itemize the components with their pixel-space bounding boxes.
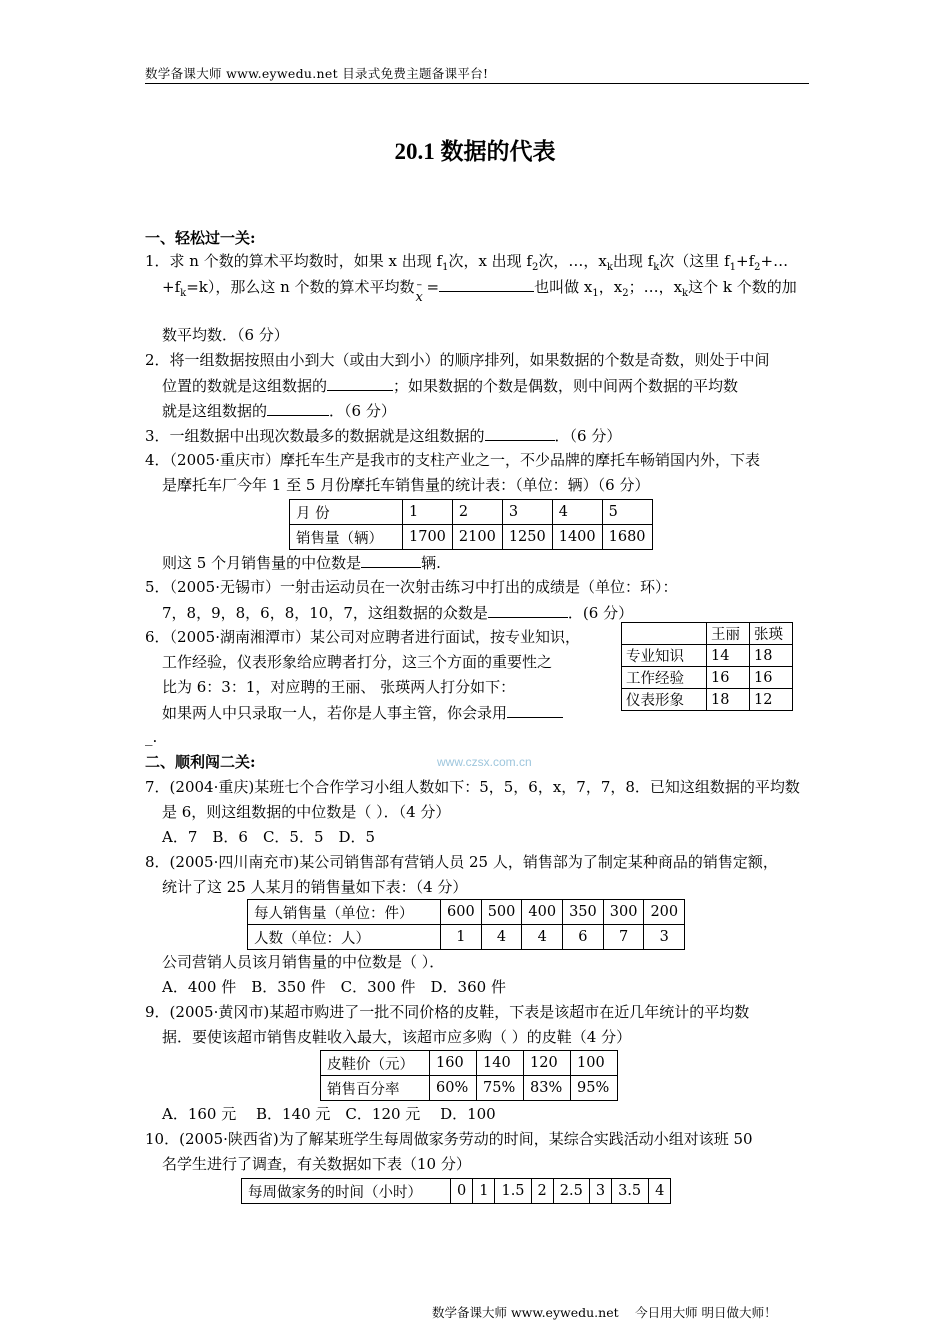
q5-line-2: 7，8，9，8，6，8，10，7，这组数据的众数是 ．(6 分） — [162, 604, 634, 622]
table-cell: 16 — [707, 667, 750, 689]
q10-line-2: 名学生进行了调查，有关数据如下表（10 分） — [162, 1155, 471, 1173]
q8-options: A．400 件 B．350 件 C．300 件 D．360 件 — [162, 978, 506, 996]
q5-blank[interactable] — [488, 602, 568, 618]
table-cell: 6 — [563, 925, 604, 950]
table-cell: 1 — [441, 925, 482, 950]
q6-line-2: 工作经验，仪表形象给应聘者打分，这三个方面的重要性之 — [162, 653, 553, 671]
q6-line-4: 如果两人中只录取一人，若你是人事主管，你会录用 — [162, 702, 563, 723]
q6-line-3: 比为 6：3：1，对应聘的王丽、 张瑛两人打分如下： — [162, 678, 516, 696]
q2-line-3: 就是这组数据的 ．（6 分） — [162, 402, 396, 420]
table-cell: 0 — [451, 1179, 473, 1204]
table-cell: 每周做家务的时间（小时） — [242, 1179, 451, 1204]
table-row — [622, 645, 793, 667]
x-bar-symbol: – x — [415, 278, 423, 305]
table-cell: 5 — [602, 500, 652, 525]
table-cell: 每人销售量（单位：件） — [248, 900, 441, 925]
table-cell: 18 — [750, 645, 793, 667]
q7-line-2: 是 6，则这组数据的中位数是（ ）．（4 分） — [162, 803, 451, 821]
table-cell: 1 — [473, 1179, 495, 1204]
page-header: 数学备课大师 www.eywedu.net 目录式免费主题备课平台! — [145, 66, 489, 81]
page-footer: 数学备课大师 www.eywedu.net 今日用大师 明日做大师！ — [432, 1305, 777, 1320]
table-cell: 张瑛 — [750, 623, 793, 645]
table-cell: 3 — [589, 1179, 611, 1204]
q3-blank[interactable] — [485, 425, 555, 441]
table-cell: 工作经验 — [622, 667, 707, 689]
table-cell: 600 — [441, 900, 482, 925]
table-cell: 60% — [430, 1076, 477, 1101]
table-cell: 销售百分率 — [321, 1076, 430, 1101]
table-cell: 3 — [502, 500, 552, 525]
header-rule — [145, 83, 809, 84]
table-cell: 王丽 — [707, 623, 750, 645]
table-cell: 16 — [750, 667, 793, 689]
q1-line-3: 数平均数．（6 分） — [162, 326, 289, 344]
table-cell: 销售量（辆） — [290, 525, 403, 550]
q9-line-2: 据．要使该超市销售皮鞋收入最大，该超市应多购（ ）的皮鞋（4 分） — [162, 1028, 632, 1046]
table-cell: 皮鞋价（元） — [321, 1051, 430, 1076]
q2-blank-2[interactable] — [267, 400, 329, 416]
table-cell: 100 — [571, 1051, 618, 1076]
table-cell: 2100 — [452, 525, 502, 550]
table-cell: 500 — [481, 900, 522, 925]
table-cell: 160 — [430, 1051, 477, 1076]
q2-line-2: 位置的数就是这组数据的 ；如果数据的个数是偶数，则中间两个数据的平均数 — [162, 377, 739, 395]
table-cell: 2 — [452, 500, 502, 525]
table-row — [321, 1051, 618, 1076]
table-cell: 14 — [707, 645, 750, 667]
table-cell: 2 — [531, 1179, 553, 1204]
table-row — [248, 900, 685, 925]
q7-line-1: 7．(2004·重庆)某班七个合作学习小组人数如下：5，5，6，x，7，7，8．已知这组数据的平均数 — [145, 778, 800, 796]
table-cell: 1250 — [502, 525, 552, 550]
table-cell: 1400 — [552, 525, 602, 550]
q10-line-1: 10．(2005·陕西省)为了解某班学生每周做家务劳动的时间，某综合实践活动小组对该班 50 — [145, 1130, 753, 1148]
table-cell — [622, 623, 707, 645]
q6-line-1: 6．（2005·湖南湘潭市）某公司对应聘者进行面试，按专业知识， — [145, 628, 580, 646]
section-2-heading: 二、顺利闯二关: — [145, 753, 256, 771]
q9-options: A．160 元 B．140 元 C．120 元 D．100 — [162, 1105, 496, 1123]
table-cell: 4 — [481, 925, 522, 950]
table-cell: 200 — [644, 900, 685, 925]
table-row — [290, 525, 653, 550]
table-cell: 400 — [522, 900, 563, 925]
table-cell: 120 — [524, 1051, 571, 1076]
q1-line-1: 1．求 n 个数的算术平均数时，如果 x 出现 $f_1$次，x 出现 $f_2$次，…，$x_k$出现 $f_k$次（这里 $f_1+f_2+\dots$ — [145, 252, 789, 273]
table-cell: 月 份 — [290, 500, 403, 525]
sales-volume-table — [247, 899, 685, 950]
table-cell: 1.5 — [495, 1179, 531, 1204]
q4-line-3: 则这 5 个月销售量的中位数是 辆. — [162, 554, 441, 572]
q6-line-5: _. — [145, 728, 158, 746]
q2-line-1: 2．将一组数据按照由小到大（或由大到小）的顺序排列，如果数据的个数是奇数，则处于中间 — [145, 351, 770, 369]
q8-line-1: 8．(2005·四川南充市)某公司销售部有营销人员 25 人，销售部为了制定某种商品的销售定额， — [145, 853, 778, 871]
q2-blank-1[interactable] — [327, 375, 393, 391]
housework-time-table — [241, 1178, 671, 1204]
table-cell: 4 — [552, 500, 602, 525]
table-cell: 3.5 — [612, 1179, 649, 1204]
motorcycle-sales-table — [289, 499, 653, 550]
q1-line-2: $+f_k=k$），那么这 n 个数的算术平均数 – x = 也叫做 $x_1$，$x_2$；…，$x_k$这个 k 个数的加 — [162, 278, 797, 305]
table-cell: 1700 — [403, 525, 453, 550]
table-row — [242, 1179, 671, 1204]
q4-blank[interactable] — [361, 552, 421, 568]
table-cell: 2.5 — [553, 1179, 589, 1204]
q5-line-1: 5．（2005·无锡市）一射击运动员在一次射击练习中打出的成绩是（单位：环）： — [145, 578, 678, 596]
table-cell: 83% — [524, 1076, 571, 1101]
table-cell: 350 — [563, 900, 604, 925]
table-cell: 140 — [477, 1051, 524, 1076]
table-row — [321, 1076, 618, 1101]
table-row — [622, 689, 793, 711]
table-cell: 7 — [603, 925, 644, 950]
q4-line-2: 是摩托车厂今年 1 至 5 月份摩托车销售量的统计表：（单位：辆）（6 分） — [162, 476, 650, 494]
q1-blank[interactable] — [439, 276, 534, 292]
table-cell: 95% — [571, 1076, 618, 1101]
table-cell: 1 — [403, 500, 453, 525]
table-row — [290, 500, 653, 525]
section-1-heading: 一、轻松过一关: — [145, 229, 256, 247]
table-cell: 12 — [750, 689, 793, 711]
q8-line-2: 统计了这 25 人某月的销售量如下表：（4 分） — [162, 878, 468, 896]
candidate-score-table — [621, 622, 793, 711]
shoe-price-table — [320, 1050, 618, 1101]
q8-line-3: 公司营销人员该月销售量的中位数是（ ）． — [162, 953, 445, 971]
table-cell: 人数（单位：人） — [248, 925, 441, 950]
table-row — [622, 623, 793, 645]
table-row — [248, 925, 685, 950]
table-cell: 专业知识 — [622, 645, 707, 667]
q4-line-1: 4．（2005·重庆市）摩托车生产是我市的支柱产业之一，不少品牌的摩托车畅销国内外，下表 — [145, 451, 760, 469]
q7-options: A．7 B．6 C．5．5 D．5 — [162, 828, 376, 846]
q6-blank[interactable] — [507, 702, 563, 718]
q9-line-1: 9．(2005·黄冈市)某超市购进了一批不同价格的皮鞋，下表是该超市在近几年统计的平均数 — [145, 1003, 750, 1021]
watermark: www.czsx.com.cn — [437, 755, 532, 769]
table-cell: 3 — [644, 925, 685, 950]
page-title: 20.1 数据的代表 — [394, 139, 556, 164]
table-cell: 300 — [603, 900, 644, 925]
table-cell: 4 — [649, 1179, 671, 1204]
table-cell: 18 — [707, 689, 750, 711]
table-row — [622, 667, 793, 689]
table-cell: 仪表形象 — [622, 689, 707, 711]
table-cell: 4 — [522, 925, 563, 950]
q3-line-1: 3．一组数据中出现次数最多的数据就是这组数据的 ．（6 分） — [145, 427, 622, 445]
table-cell: 75% — [477, 1076, 524, 1101]
table-cell: 1680 — [602, 525, 652, 550]
